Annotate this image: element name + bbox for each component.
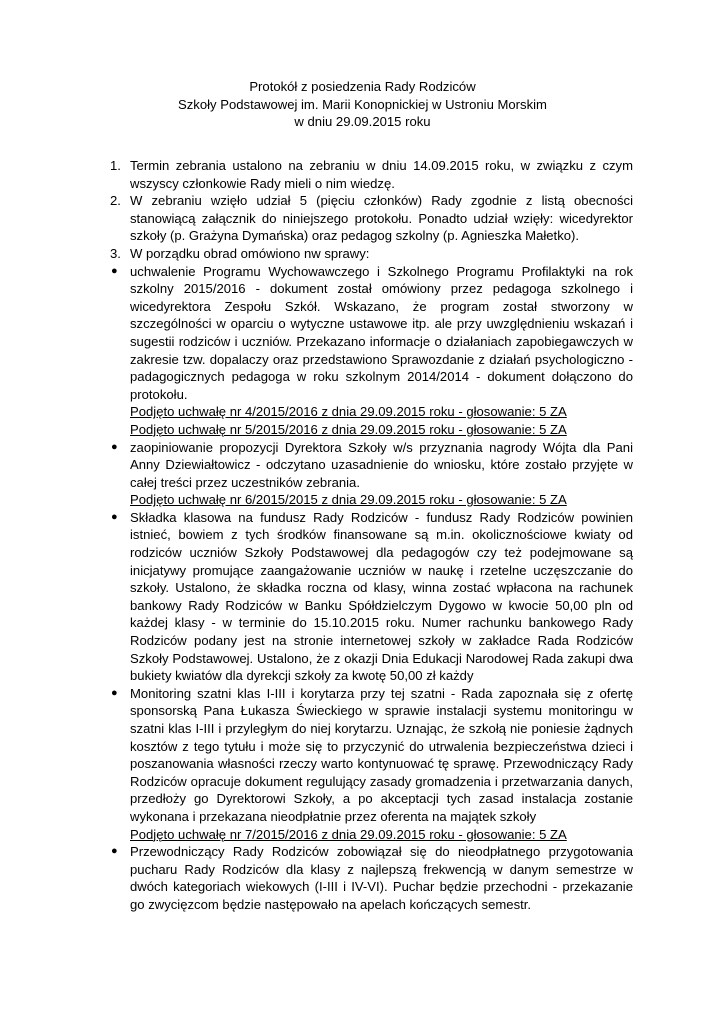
agenda-bullet [110, 263, 633, 439]
document-title: Protokół z posiedzenia Rady Rodziców [249, 79, 476, 94]
bullet-icon: ● [111, 845, 118, 858]
agenda-bullet [110, 509, 633, 685]
item-text: Termin zebrania ustalono na zebraniu w dniu 14.09.2015 roku, w związku z czym wszyscy członkowie Rady mieli o nim wiedzę. [130, 158, 633, 191]
bullet-text: Monitoring szatni klas I-III i korytarza przy tej szatni - Rada zapoznała się z ofertę sponsorską Pana Łukasza Świeckiego w sprawie instalacji systemu monitoringu w szatni klas I-III i przyległym do niej korytarzu. Uznając, że szkołą nie poniesie żądnych kosztów z tego tytułu i może się to przyczynić do utrwalenia bezpieczeństwa dzieci i poszanowania własności rzeczy warto kontynuować tę sprawę. Przewodniczący Rady Rodziców opracuje dokument regulujący zasady gromadzenia i przetwarzania danych, przedłoży go Dyrektorowi Szkoły, a po akceptacji tych zasad instalacja zostanie wykonana i przekazana nieodpłatnie przez oferenta na majątek szkoły [130, 685, 633, 824]
bullet-icon: ● [111, 264, 118, 277]
bullet-text: uchwalenie Programu Wychowawczego i Szkolnego Programu Profilaktyki na rok szkolny 2015/2016 - dokument został omówiony przez pedagoga szkolnego i wicedyrektora Zespołu Szkół. Wskazano, że program został stworzony w szczególności w oparciu o wytyczne ustawowe itp. ale przy uwzględnieniu wskazań i sugestii rodziców i uczniów. Przekazano informacje o działaniach zapobiegawczych w zakresie tzw. dopalaczy oraz przedstawiono Sprawozdanie z działań psychologiczno - padagogicznych pedagoga w roku szkolnym 2014/2014 - dokument dołączono do protokołu. [130, 263, 633, 402]
bullet-icon: ● [111, 686, 118, 699]
bullet-icon: ● [111, 440, 118, 453]
resolution-line: Podjęto uchwałę nr 5/2015/2016 z dnia 29.09.2015 roku - głosowanie: 5 ZA [130, 421, 567, 437]
item-number: 3. [110, 245, 121, 261]
numbered-item [110, 157, 633, 192]
school-name: Szkoły Podstawowej im. Marii Konopnickiej w Ustroniu Morskim [178, 96, 547, 112]
item-text: W zebraniu wzięło udział 5 (pięciu członków) Rady zgodnie z listą obecności stanowiącą załącznik do niniejszego protokołu. Ponadto udział wzięły: wicedyrektor szkoły (p. Grażyna Dymańska) oraz pedagog szkolny (p. Agnieszka Małetko). [130, 193, 633, 244]
resolution-line: Podjęto uchwałę nr 4/2015/2016 z dnia 29.09.2015 roku - głosowanie: 5 ZA [130, 404, 567, 420]
meeting-date: w dniu 29.09.2015 roku [294, 114, 431, 130]
bullet-text: Przewodniczący Rady Rodziców zobowiązał się do nieodpłatnego przygotowania pucharu Rady Rodziców dla klasy z najlepszą frekwencją w danym semestrze w dwóch kategoriach wiekowych (I-III i IV-VI). Puchar będzie przechodni - przekazanie go zwycięzcom będzie następowało na apelach kończących semestr. [130, 844, 633, 912]
resolution-line: Podjęto uchwałę nr 6/2015/2015 z dnia 29.09.2015 roku - głosowanie: 5 ZA [130, 492, 567, 508]
item-number: 1. [110, 158, 121, 173]
item-text: W porządku obrad omówiono nw sprawy: [130, 245, 370, 261]
agenda-bullet [110, 439, 633, 509]
item-number: 2. [110, 193, 121, 209]
resolution-line: Podjęto uchwałę nr 7/2015/2016 z dnia 29.09.2015 roku - głosowanie: 5 ZA [130, 826, 567, 842]
agenda-bullet [110, 685, 633, 843]
document-body [110, 157, 633, 914]
numbered-item [110, 192, 633, 245]
document-header [0, 78, 725, 131]
bullet-text: zaopiniowanie propozycji Dyrektora Szkoły w/s przyznania nagrody Wójta dla Pani Anny Dziewiałtowicz - odczytano uzasadnienie do wniosku, które zostało przyjęte w całej treści przez uczestników zebrania. [130, 439, 633, 490]
bullet-text: Składka klasowa na fundusz Rady Rodziców - fundusz Rady Rodziców powinien istnieć, bowiem z tych środków finansowane są m.in. okolicznościowe kwiaty od rodziców uczniów Szkoły Podstawowej dla pedagogów czy też podejmowane są inicjatywy promujące zaangażowanie uczniów w naukę i rzetelne uczęszczanie do szkoły. Ustalono, że składka roczna od klasy, winna zostać wpłacona na rachunek bankowy Rady Rodziców w Banku Spółdzielczym Dygowo w kwocie 50,00 pln od każdej klasy - w terminie do 15.10.2015 roku. Numer rachunku bankowego Rady Rodziców podany jest na stronie internetowej szkoły w zakładce Rada Rodziców Szkoły Podstawowej. Ustalono, że z okazji Dnia Edukacji Narodowej Rada zakupi dwa bukiety kwiatów dla dyrekcji szkoły za kwotę 50,00 zł każdy [130, 509, 633, 684]
bullet-icon: ● [111, 510, 118, 523]
agenda-bullet [110, 843, 633, 913]
numbered-item [110, 245, 633, 263]
